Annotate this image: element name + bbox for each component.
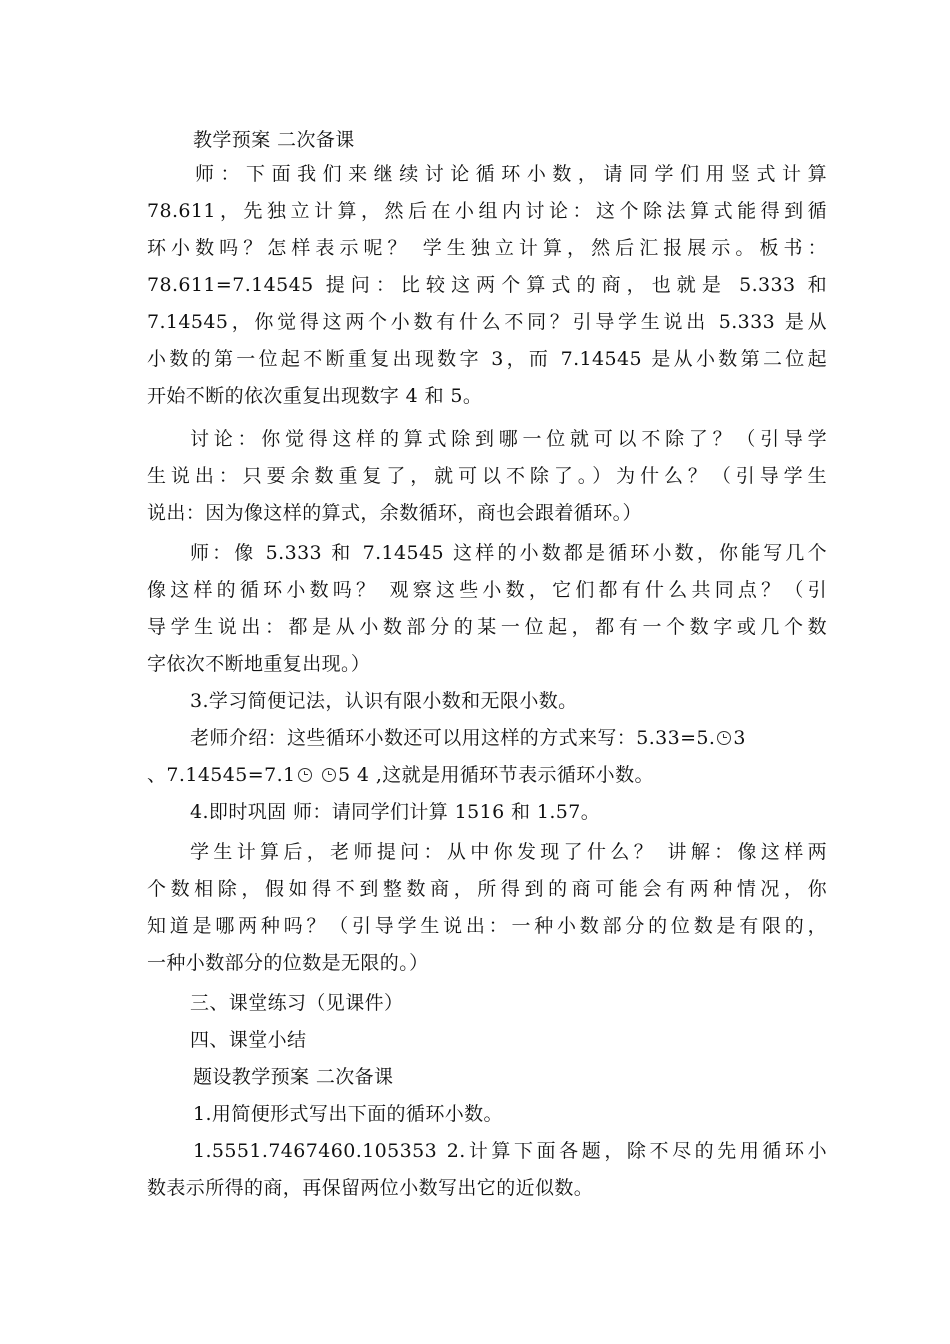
paragraph-line: 讨论：你觉得这样的算式除到哪一位就可以不除了？（引导学 (190, 428, 827, 450)
paragraph-line: 生说出：只要余数重复了，就可以不除了。）为什么？（引导学生 (147, 465, 827, 487)
paragraph-line: 师：下面我们来继续讨论循环小数，请同学们用竖式计算 (195, 163, 827, 185)
paragraph-line (147, 763, 827, 787)
paragraph-text: 老师介绍：这些循环小数还可以用这样的方式来写：5.33=5. (190, 727, 716, 749)
paragraph-line: 个数相除，假如得不到整数商，所得到的商可能会有两种情况，你 (147, 878, 827, 900)
paragraph-line: 知道是哪两种吗？（引导学生说出：一种小数部分的位数是有限的， (147, 915, 827, 937)
paragraph-line: 师：像 5.333 和 7.14545 这样的小数都是循环小数，你能写几个 (190, 542, 827, 564)
paragraph-line: 一种小数部分的位数是无限的。） (147, 952, 429, 974)
section-heading: 三、课堂练习（见课件） (190, 992, 404, 1014)
paragraph-line: 说出：因为像这样的算式，余数循环，商也会跟着循环。） (147, 502, 642, 524)
section-heading: 四、课堂小结 (190, 1029, 307, 1051)
paragraph-line: 学生计算后，老师提问：从中你发现了什么？ 讲解：像这样两 (190, 841, 827, 863)
paragraph-line: 1.5551.7467460.105353 2.计算下面各题，除不尽的先用循环小 (193, 1140, 827, 1162)
paragraph-text: 5 4 ,这就是用循环节表示循环小数。 (337, 764, 654, 786)
paragraph-line: 字依次不断地重复出现。） (147, 653, 371, 675)
paragraph-text: 3 (733, 727, 746, 749)
paragraph-line: 7.14545，你觉得这两个小数有什么不同？引导学生说出 5.333 是从 (147, 311, 827, 333)
section-heading: 3.学习简便记法，认识有限小数和无限小数。 (190, 690, 578, 712)
repeat-dot-icon (322, 768, 336, 782)
paragraph-text: 、7.14545=7.1 (147, 764, 296, 786)
paragraph-line: 数表示所得的商，再保留两位小数写出它的近似数。 (147, 1177, 594, 1199)
section-heading: 题设教学预案 二次备课 (193, 1066, 394, 1088)
paragraph-line: 环小数吗？怎样表示呢？ 学生独立计算，然后汇报展示。板书： (147, 237, 827, 259)
paragraph-line: 小数的第一位起不断重复出现数字 3，而 7.14545 是从小数第二位起 (147, 348, 827, 370)
section-heading: 4.即时巩固 师：请同学们计算 1516 和 1.57。 (190, 801, 601, 823)
paragraph-line: 78.611=7.14545 提问：比较这两个算式的商，也就是 5.333 和 (147, 274, 827, 296)
repeat-dot-icon (298, 768, 312, 782)
paragraph-line: 开始不断的依次重复出现数字 4 和 5。 (147, 385, 483, 407)
paragraph-line (190, 726, 870, 750)
repeat-dot-icon (717, 731, 731, 745)
paragraph-line: 1.用简便形式写出下面的循环小数。 (193, 1103, 503, 1125)
paragraph-line: 像这样的循环小数吗？ 观察这些小数，它们都有什么共同点？（引 (147, 579, 827, 601)
paragraph-line: 导学生说出：都是从小数部分的某一位起，都有一个数字或几个数 (147, 616, 827, 638)
header-line: 教学预案 二次备课 (193, 129, 355, 151)
paragraph-line: 78.611，先独立计算，然后在小组内讨论：这个除法算式能得到循 (147, 200, 827, 222)
